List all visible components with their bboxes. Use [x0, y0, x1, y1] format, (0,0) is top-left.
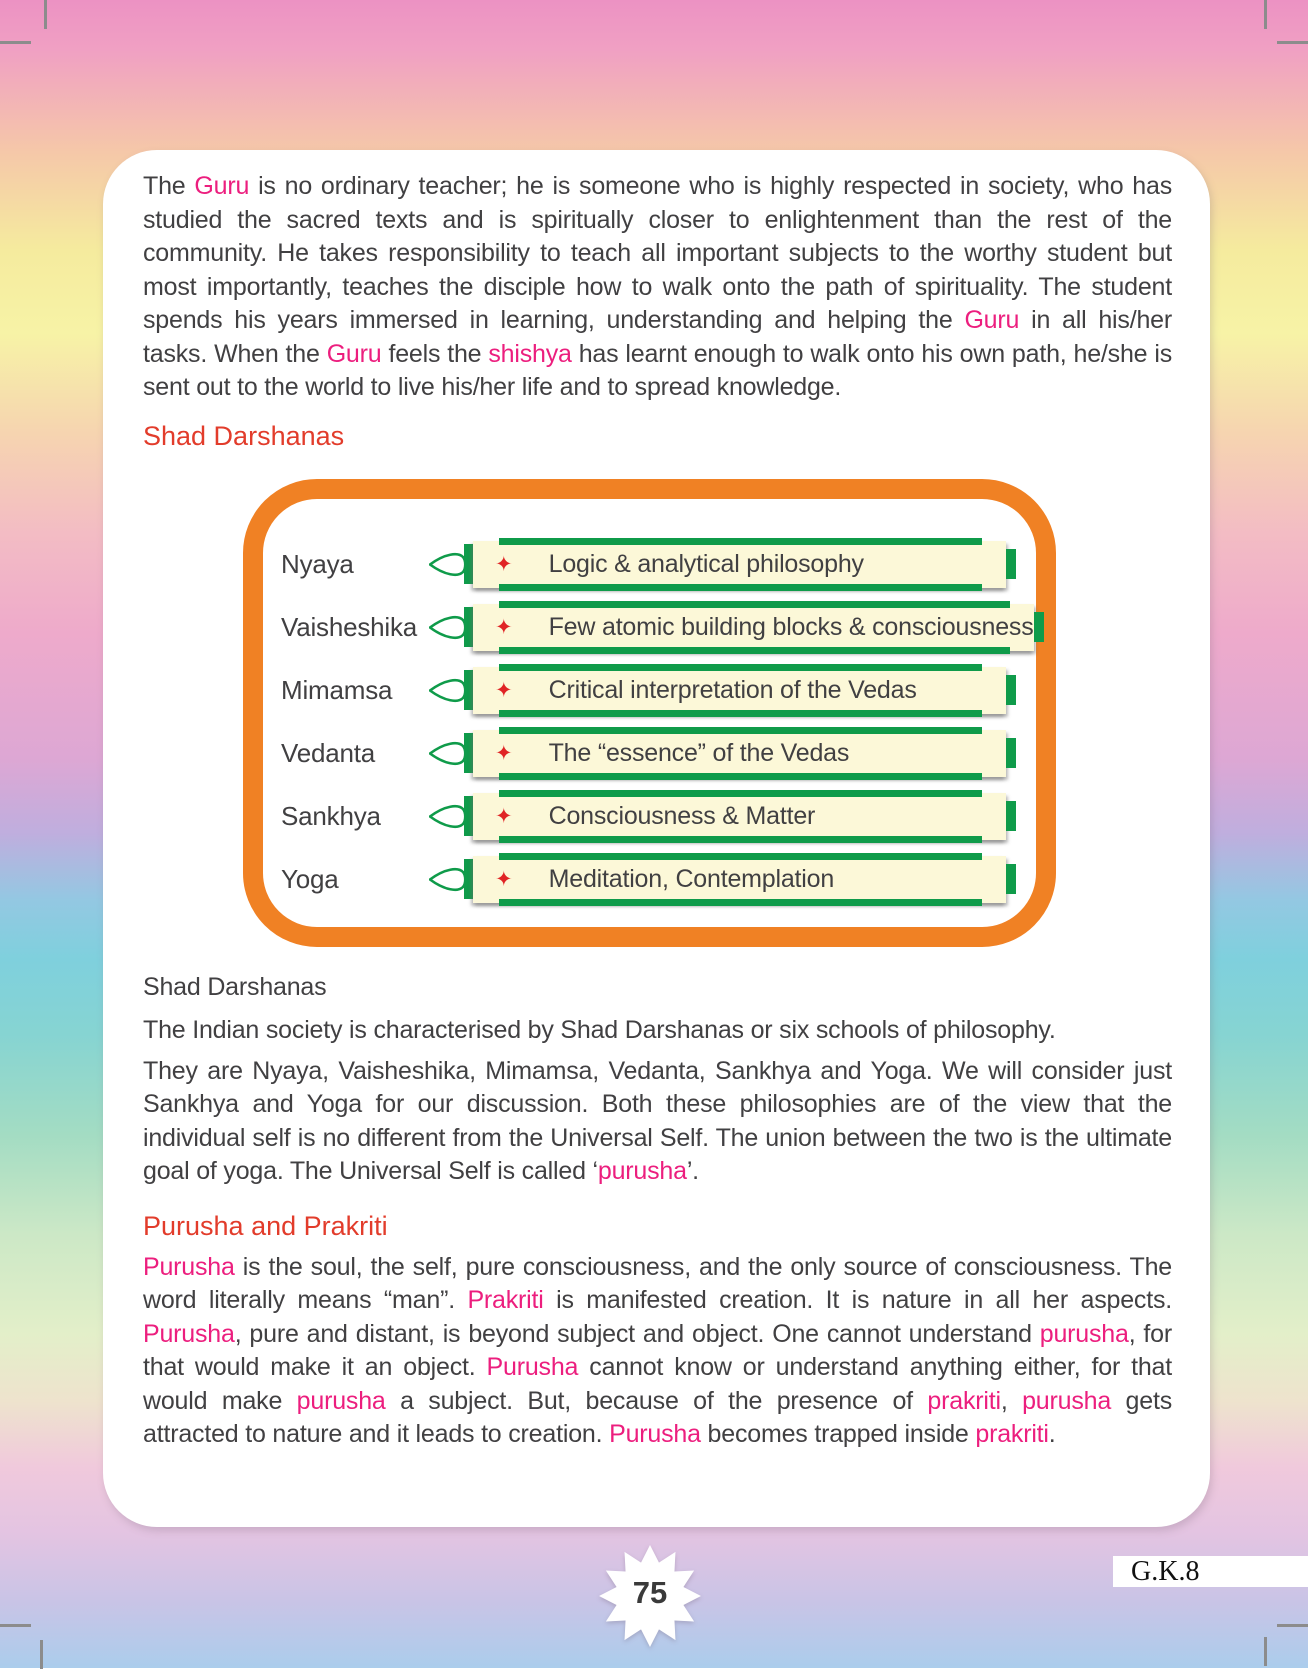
text-run: is no ordinary teacher; he is someone who is highly respected in society, who has studied the sacred texts and is spiritually closer to enlightenment than the rest of the community. He takes responsibility to teach all important subjects to the worthy student but most importantly, teaches the disciple how to walk onto the path of spirituality. The student spends his years immersed in learning, understanding and helping the — [143, 172, 1173, 334]
connector-bar — [464, 670, 473, 710]
connector-bar — [464, 607, 473, 647]
text-run: , pure and distant, is beyond subject and object. One cannot understand — [234, 1319, 1040, 1348]
keyword-term: Purusha — [143, 1319, 235, 1348]
crop-mark-bottom-right-horizontal — [1277, 1624, 1308, 1627]
edition-box — [1113, 1556, 1308, 1587]
school-label: Nyaya — [281, 548, 354, 579]
diamond-bullet-icon: ✦ — [495, 552, 513, 576]
intro-paragraph — [143, 170, 1172, 405]
text-run: has learnt enough to walk onto his own path, he/she is sent out to the world to live his/her life and to spread knowledge. — [143, 339, 1172, 401]
section-heading-shad-darshanas: Shad Darshanas — [143, 420, 345, 451]
keyword-term: prakriti — [927, 1386, 1001, 1415]
crop-mark-top-right-vertical — [1264, 0, 1267, 29]
content-card — [103, 150, 1210, 1527]
keyword-term: Purusha — [143, 1252, 235, 1281]
leaf-pointer-icon — [429, 551, 467, 578]
bar-right-tab — [1006, 738, 1016, 768]
page-number: 75 — [632, 1575, 668, 1610]
bar-right-tab — [1006, 549, 1016, 579]
diamond-bullet-icon: ✦ — [495, 741, 513, 765]
text-run: is the soul, the self, pure consciousness, and the only source of consciousness. The word literally means “man”. — [143, 1252, 1172, 1314]
keyword-term: purusha — [1039, 1319, 1129, 1348]
keyword-term: Prakriti — [467, 1286, 544, 1314]
crop-mark-top-right-horizontal — [1277, 41, 1308, 44]
diagram-row — [263, 533, 1036, 596]
bar-top-stripe — [499, 853, 982, 860]
school-label: Vedanta — [281, 737, 376, 768]
crop-mark-bottom-right-vertical — [1264, 1637, 1267, 1666]
diagram-row — [263, 596, 1036, 659]
purusha-paragraph — [143, 1251, 1172, 1452]
bar-top-stripe — [499, 538, 982, 545]
bar-top-stripe — [499, 790, 982, 797]
crop-mark-bottom-left-horizontal — [0, 1624, 31, 1627]
bar-right-tab — [1006, 864, 1016, 894]
keyword-term: Guru — [964, 306, 1020, 334]
schools-paragraph — [143, 1055, 1172, 1189]
shad-darshanas-diagram — [243, 479, 1056, 947]
leaf-pointer-icon — [429, 866, 467, 893]
info-bar — [473, 667, 1006, 714]
text-run: a subject. But, because of the presence of — [385, 1386, 928, 1415]
subheading-shad-darshanas: Shad Darshanas — [143, 972, 327, 1001]
keyword-term: Purusha — [609, 1420, 701, 1448]
info-bar — [473, 730, 1006, 777]
text-run: ’. — [686, 1157, 699, 1185]
school-description: Logic & analytical philosophy — [548, 549, 864, 578]
text-run: in all his/her tasks. When the — [143, 306, 1172, 368]
text-run: feels the — [381, 339, 489, 368]
leaf-pointer-icon — [429, 614, 467, 641]
lead-sentence: The Indian society is characterised by Shad Darshanas or six schools of philosophy. — [143, 1016, 1056, 1044]
diagram-rows — [263, 533, 1036, 911]
bar-bottom-stripe — [499, 710, 982, 717]
bar-right-tab — [1034, 612, 1044, 642]
leaf-pointer-icon — [429, 803, 467, 830]
bar-bottom-stripe — [499, 836, 982, 843]
info-bar — [473, 856, 1006, 903]
crop-mark-top-left-horizontal — [0, 41, 31, 44]
school-description: The “essence” of the Vedas — [548, 738, 850, 767]
diamond-bullet-icon: ✦ — [495, 615, 513, 639]
page-number-badge — [597, 1543, 703, 1649]
keyword-term: shishya — [488, 339, 572, 368]
keyword-term: purusha — [1022, 1386, 1112, 1415]
bar-right-tab — [1006, 675, 1016, 705]
school-label: Sankhya — [281, 800, 381, 831]
text-run: gets attracted to nature and it leads to creation. — [143, 1386, 1172, 1448]
text-run: . — [1048, 1420, 1056, 1448]
keyword-term: purusha — [296, 1386, 386, 1415]
school-label: Mimamsa — [281, 674, 393, 705]
bar-top-stripe — [499, 664, 982, 671]
text-run: The — [143, 172, 195, 200]
text-run: , for that would make it an object. — [143, 1319, 1172, 1381]
diamond-bullet-icon: ✦ — [495, 678, 513, 702]
bar-bottom-stripe — [499, 647, 1010, 654]
keyword-term: purusha — [597, 1157, 687, 1185]
school-description: Consciousness & Matter — [548, 801, 816, 830]
diagram-row — [263, 722, 1036, 785]
crop-mark-top-left-vertical — [44, 0, 47, 29]
text-run: is manifested creation. It is nature in all her aspects. — [543, 1286, 1173, 1314]
connector-bar — [464, 796, 473, 836]
keyword-term: Guru — [194, 172, 250, 200]
school-description: Critical interpretation of the Vedas — [548, 675, 917, 704]
school-label: Yoga — [281, 863, 339, 894]
text-run: They are Nyaya, Vaisheshika, Mimamsa, Vedanta, Sankhya and Yoga. We will consider just Sankhya and Yoga for our discussion. Both these philosophies are of the view that the individual self is no different from the Universal Self. The union between the two is the ultimate goal of yoga. The Universal Self is called ‘ — [143, 1056, 1172, 1185]
diamond-bullet-icon: ✦ — [495, 867, 513, 891]
connector-bar — [464, 544, 473, 584]
connector-bar — [464, 859, 473, 899]
school-label: Vaisheshika — [281, 611, 418, 642]
school-description: Few atomic building blocks & consciousness — [548, 612, 1034, 641]
keyword-term: Purusha — [486, 1353, 579, 1381]
section-heading-purusha-prakriti: Purusha and Prakriti — [143, 1210, 388, 1241]
text-run: becomes trapped inside — [700, 1420, 976, 1448]
connector-bar — [464, 733, 473, 773]
diagram-row — [263, 848, 1036, 911]
text-run: cannot know or understand anything either, for that would make — [143, 1353, 1172, 1415]
bar-top-stripe — [499, 727, 982, 734]
bar-bottom-stripe — [499, 584, 982, 591]
edition-label: G.K.8 — [1131, 1555, 1200, 1587]
info-bar — [473, 793, 1006, 840]
info-bar — [473, 541, 1006, 588]
school-description: Meditation, Contemplation — [548, 864, 835, 893]
bar-top-stripe — [499, 601, 1010, 608]
leaf-pointer-icon — [429, 677, 467, 704]
text-run: , — [1000, 1386, 1023, 1415]
keyword-term: Guru — [326, 339, 382, 368]
info-bar — [473, 604, 1034, 651]
bar-bottom-stripe — [499, 899, 982, 906]
bar-right-tab — [1006, 801, 1016, 831]
leaf-pointer-icon — [429, 740, 467, 767]
crop-mark-bottom-left-vertical — [40, 1640, 43, 1669]
diamond-bullet-icon: ✦ — [495, 804, 513, 828]
keyword-term: prakriti — [975, 1420, 1049, 1448]
diagram-row — [263, 785, 1036, 848]
diagram-row — [263, 659, 1036, 722]
bar-bottom-stripe — [499, 773, 982, 780]
